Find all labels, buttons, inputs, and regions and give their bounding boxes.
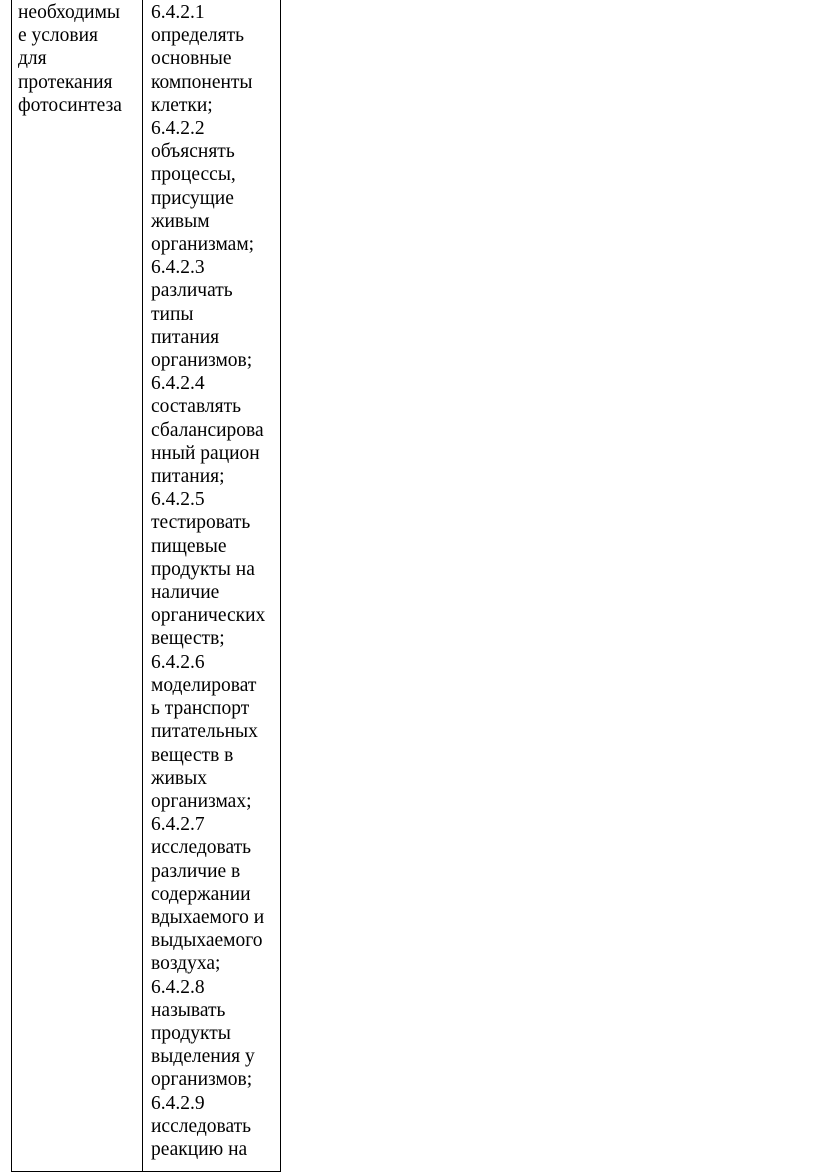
right-cell-line: 6.4.2.4 [151,373,205,395]
right-cell-line: 6.4.2.1 [151,2,205,23]
right-cell-line: питания; [151,466,225,488]
right-cell-line: органических [151,605,266,627]
right-cell-line: 6.4.2.2 [151,118,205,140]
left-cell-line: е условия [18,25,99,47]
right-cell-line: различие в [151,860,241,882]
right-cell-line: определять [151,25,245,47]
right-cell-line: типы [151,303,194,325]
left-cell-line: протекания [18,71,113,93]
right-cell-line: клетки; [151,94,213,116]
right-cell-line: организмам; [151,234,255,256]
right-cell-line: пищевые [151,535,227,557]
column-divider [142,0,143,1171]
right-cell [151,0,279,1161]
right-cell-line: веществ в [151,744,234,766]
right-cell-line: ь транспорт [151,698,250,720]
right-cell-line: живым [151,210,210,232]
right-cell-line: 6.4.2.8 [151,976,205,998]
right-cell-line: содержании [151,883,251,905]
right-cell-line: 6.4.2.5 [151,489,205,511]
right-cell-line: исследовать [151,1115,252,1137]
right-cell-line: различать [151,280,233,302]
right-cell-line: моделироват [151,674,257,696]
right-cell-line: называть [151,999,226,1021]
right-cell-line: вдыхаемого и [151,906,265,928]
right-cell-line: выделения у [151,1046,255,1068]
right-cell-line: сбалансирова [151,419,264,441]
right-cell-line: 6.4.2.9 [151,1092,205,1114]
right-cell-line: реакцию на [151,1138,248,1160]
right-cell-line: выдыхаемого [151,930,263,952]
right-cell-line: живых [151,767,207,789]
right-cell-line: присущие [151,187,234,209]
left-cell-line: необходимы [18,2,121,23]
document-table [11,0,281,1172]
right-cell-line: питания [151,326,220,348]
right-cell-line: воздуха; [151,953,221,975]
right-cell-line: процессы, [151,164,236,186]
left-cell-line: для [18,48,47,70]
right-cell-line: нный рацион [151,442,260,464]
right-cell-line: организмов; [151,1069,253,1091]
right-cell-line: 6.4.2.6 [151,651,205,673]
right-cell-line: основные [151,48,232,70]
right-cell-line: 6.4.2.7 [151,814,205,836]
right-cell-line: тестировать [151,512,251,534]
right-cell-line: организмов; [151,350,253,372]
right-cell-line: объяснять [151,141,235,163]
right-cell-line: продукты на [151,558,255,580]
left-cell [18,0,142,117]
right-cell-line: исследовать [151,837,252,859]
right-cell-line: компоненты [151,71,253,93]
right-cell-line: организмах; [151,790,252,812]
right-cell-line: 6.4.2.3 [151,257,205,279]
right-cell-line: веществ; [151,628,225,650]
right-cell-line: питательных [151,721,258,743]
right-cell-line: наличие [151,582,220,604]
left-cell-line: фотосинтеза [18,94,122,116]
right-cell-line: продукты [151,1022,231,1044]
right-cell-line: составлять [151,396,242,418]
